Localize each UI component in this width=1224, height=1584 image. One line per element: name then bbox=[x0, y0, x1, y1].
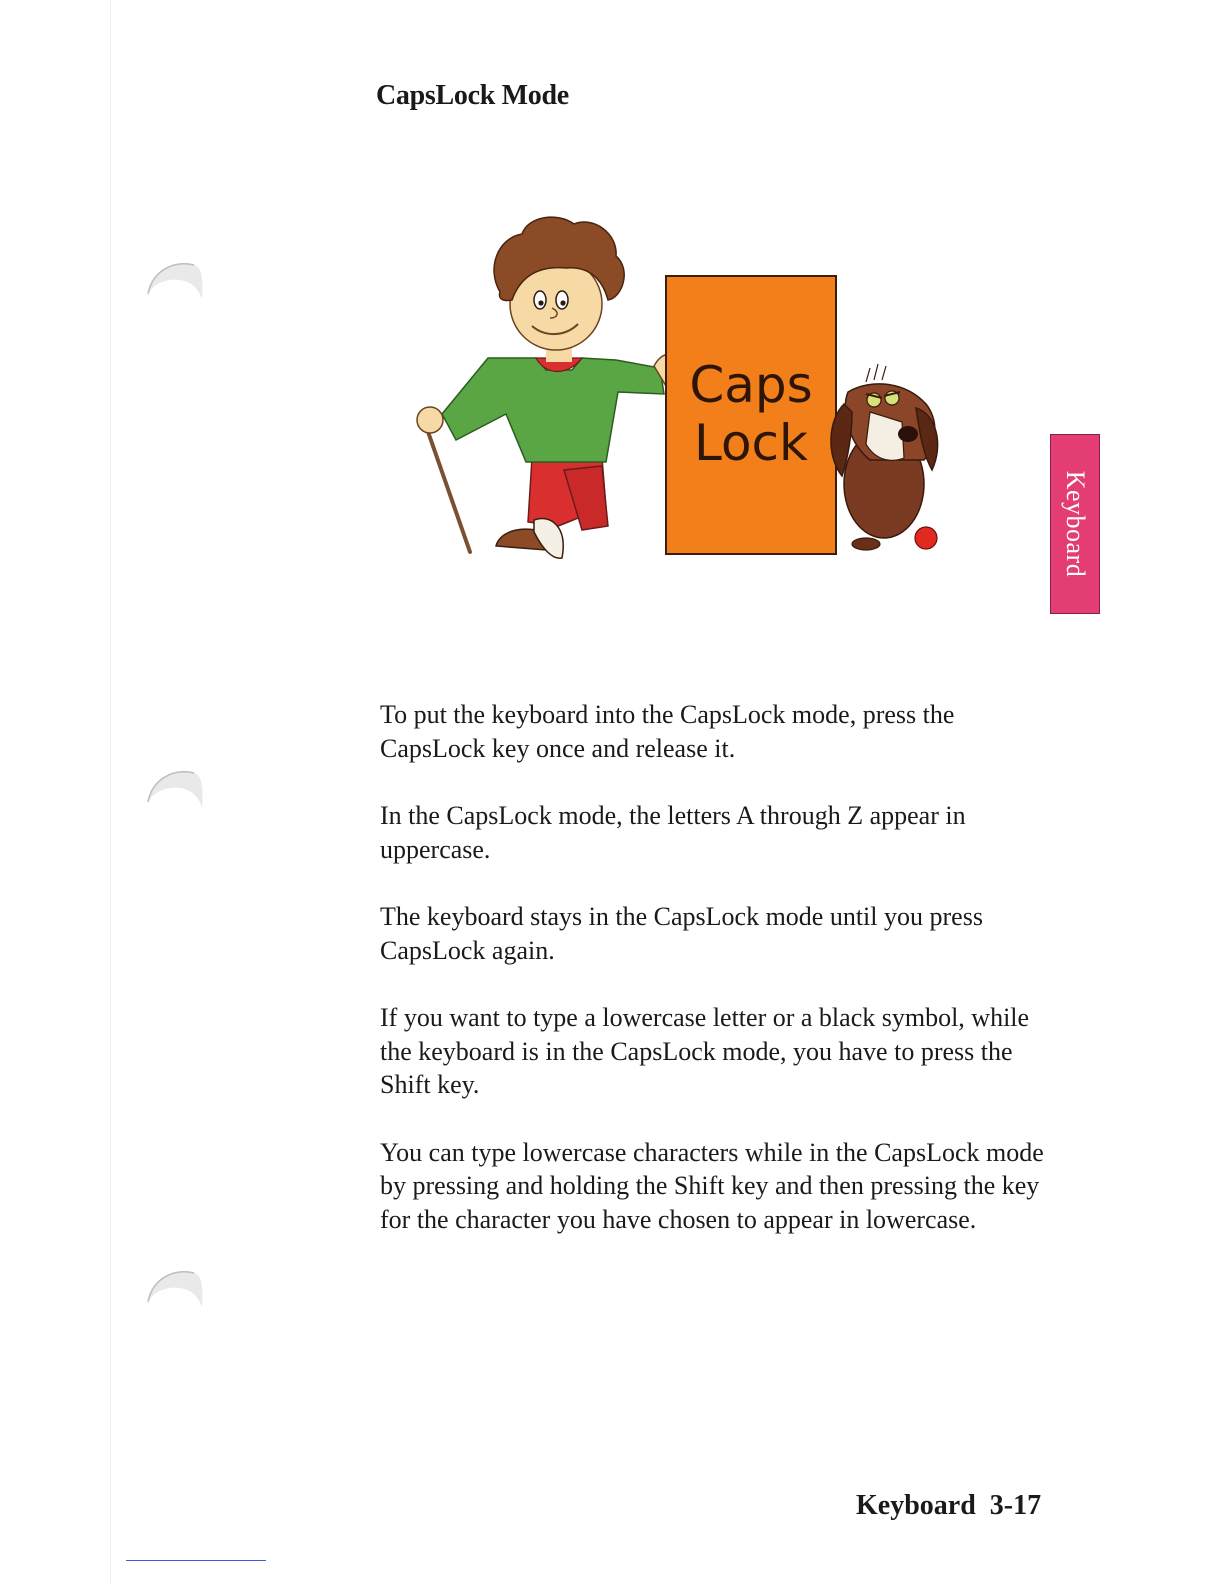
punch-hole bbox=[140, 762, 212, 826]
paragraph: The keyboard stays in the CapsLock mode until you press CapsLock again. bbox=[380, 902, 983, 965]
key-label-lock: Lock bbox=[693, 414, 808, 472]
keyboard-section-tab[interactable] bbox=[1050, 434, 1100, 614]
paragraph: If you want to type a lowercase letter or a black symbol, while the keyboard is in the CapsLock mode, you have to press the Shift key. bbox=[380, 1003, 1030, 1099]
punch-hole bbox=[140, 1262, 212, 1326]
body-text bbox=[380, 698, 1060, 1270]
key-label-caps: Caps bbox=[689, 356, 813, 414]
punch-hole bbox=[140, 254, 212, 318]
paragraph: In the CapsLock mode, the letters A through Z appear in uppercase. bbox=[380, 801, 966, 864]
page-number: 3-17 bbox=[989, 1490, 1042, 1521]
page-heading: CapsLock Mode bbox=[376, 80, 569, 111]
capslock-key-label bbox=[666, 356, 836, 472]
paragraph: To put the keyboard into the CapsLock mode, press the CapsLock key once and release it. bbox=[380, 700, 955, 763]
section-tab-label: Keyboard bbox=[1061, 470, 1090, 578]
page-binding-edge bbox=[110, 0, 111, 1584]
paragraph: You can type lowercase characters while in the CapsLock mode by pressing and holding the Shift key and then pressing the key for the character you have chosen to appear in lowercase. bbox=[380, 1137, 1044, 1234]
footer-section-name: Keyboard bbox=[856, 1490, 976, 1521]
bottom-rule bbox=[126, 1560, 266, 1561]
page-footer bbox=[856, 1490, 1041, 1522]
